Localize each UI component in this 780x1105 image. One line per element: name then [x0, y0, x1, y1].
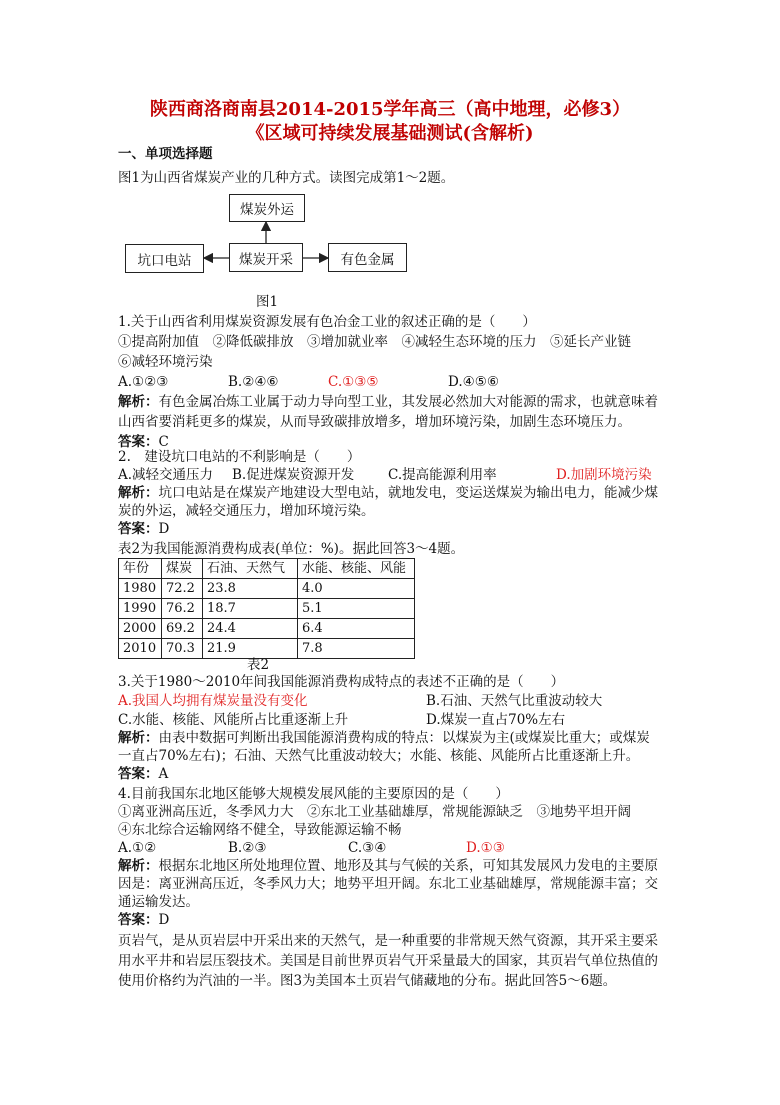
q1-items-line2: ⑥减轻环境污染	[118, 354, 213, 370]
table-cell: 18.7	[203, 599, 298, 619]
q4-answer-line	[118, 911, 169, 929]
q1-analysis-text1: 有色金属冶炼工业属于动力导向型工业，其发展必然加大对能源的需求，也就意味着	[158, 394, 658, 410]
shale-passage-line1: 页岩气，是从页岩层中开采出来的天然气，是一种重要的非常规天然气资源，其开采主要采	[118, 933, 658, 949]
q3-analysis-label: 解析：	[118, 730, 159, 746]
figure1-caption: 图1	[256, 294, 279, 310]
table-header-renewables: 水能、核能、风能	[298, 559, 415, 579]
table-cell: 5.1	[298, 599, 415, 619]
table-cell: 72.2	[162, 579, 203, 599]
table-cell: 2000	[119, 619, 162, 639]
q4-analysis-text1: 根据东北地区所处地理位置、地形及其与气候的关系，可知其发展风力发电的主要原	[158, 858, 658, 874]
q3-option-a: A.我国人均拥有煤炭量没有变化	[118, 693, 308, 709]
q4-option-c: C.③④	[348, 840, 387, 856]
q4-option-b: B.②③	[228, 840, 267, 856]
shale-passage-line2: 用水平井和岩层压裂技术。美国是目前世界页岩气开采量最大的国家，其页岩气单位热值的	[118, 953, 658, 969]
table-row	[119, 579, 415, 599]
q2-answer-line	[118, 520, 169, 538]
section-heading: 一、单项选择题	[118, 146, 213, 162]
q2-answer-label: 答案：	[118, 521, 159, 537]
q3-option-b: B.石油、天然气比重波动较大	[426, 693, 603, 709]
q4-analysis-label: 解析：	[118, 858, 159, 874]
q4-answer-label: 答案：	[118, 912, 159, 928]
table-row	[119, 599, 415, 619]
q4-stem: 4.目前我国东北地区能够大规模发展风能的主要原因的是（ ）	[118, 786, 509, 802]
q3-option-d: D.煤炭一直占70%左右	[426, 712, 566, 728]
intro-figure1: 图1为山西省煤炭产业的几种方式。读图完成第1～2题。	[118, 170, 455, 186]
diagram-box-coal-mining: 煤炭开采	[229, 243, 303, 272]
q1-items-line1: ①提高附加值 ②降低碳排放 ③增加就业率 ④减轻生态环境的压力 ⑤延长产业链	[118, 334, 631, 350]
q1-answer: C	[158, 434, 169, 450]
document-title-line2: 《区域可持续发展基础测试(含解析)	[246, 123, 534, 144]
energy-consumption-table	[118, 558, 415, 659]
table-header-oil-gas: 石油、天然气	[203, 559, 298, 579]
q3-analysis-line2: 一直占70%左右)；石油、天然气比重波动较大；水能、核能、风能所占比重逐渐上升。	[118, 748, 640, 764]
q3-option-c: C.水能、核能、风能所占比重逐渐上升	[118, 712, 349, 728]
q3-answer: A	[158, 766, 169, 782]
q2-option-c: C.提高能源利用率	[388, 467, 497, 483]
q2-option-a: A.减轻交通压力	[118, 467, 214, 483]
diagram-box-coal-transport: 煤炭外运	[229, 194, 305, 222]
shale-passage-line3: 使用价格约为汽油的一半。图3为美国本土页岩气储藏地的分布。据此回答5～6题。	[118, 973, 617, 989]
q4-items-line1: ①离亚洲高压近，冬季风力大 ②东北工业基础雄厚，常规能源缺乏 ③地势平坦开阔	[118, 804, 631, 820]
q2-answer: D	[158, 521, 170, 537]
q2-analysis-line1	[118, 484, 658, 502]
q1-stem: 1.关于山西省利用煤炭资源发展有色冶金工业的叙述正确的是（ ）	[118, 314, 536, 330]
table-cell: 70.3	[162, 639, 203, 659]
q1-answer-label: 答案：	[118, 434, 159, 450]
q2-analysis-text1: 坑口电站是在煤炭产地建设大型电站，就地发电，变运送煤炭为输出电力，能减少煤	[158, 485, 658, 501]
table-header-year: 年份	[119, 559, 162, 579]
table-cell: 1980	[119, 579, 162, 599]
diagram-box-nonferrous-metal: 有色金属	[328, 243, 407, 272]
q4-answer: D	[158, 912, 170, 928]
table-header-coal: 煤炭	[162, 559, 203, 579]
table-header-row	[119, 559, 415, 579]
q2-option-b: B.促进煤炭资源开发	[232, 467, 355, 483]
q1-analysis-line1	[118, 393, 658, 411]
q2-analysis-label: 解析：	[118, 485, 159, 501]
q1-option-c: C.①③⑤	[328, 374, 379, 390]
q3-answer-line	[118, 765, 168, 783]
intro-table2: 表2为我国能源消费构成表(单位：%)。据此回答3～4题。	[118, 541, 465, 557]
q4-analysis-line3: 通运输发达。	[118, 894, 199, 910]
table-cell: 6.4	[298, 619, 415, 639]
q4-analysis-line2: 因是：离亚洲高压近，冬季风力大；地势平坦开阔。东北工业基础雄厚，常规能源丰富；交	[118, 876, 658, 892]
q3-answer-label: 答案：	[118, 766, 159, 782]
table-cell: 24.4	[203, 619, 298, 639]
q4-items-line2: ④东北综合运输网络不健全，导致能源运输不畅	[118, 822, 402, 838]
q3-analysis-text1: 由表中数据可判断出我国能源消费构成的特点：以煤炭为主(或煤炭比重大；或煤炭	[158, 730, 650, 746]
table-cell: 69.2	[162, 619, 203, 639]
q4-analysis-line1	[118, 857, 658, 875]
q2-stem: 2. 建设坑口电站的不利影响是（ ）	[118, 449, 361, 465]
q1-analysis-label: 解析：	[118, 394, 159, 410]
q3-analysis-line1	[118, 729, 650, 747]
q1-analysis-line2: 山西省要消耗更多的煤炭，从而导致碳排放增多，增加环境污染，加剧生态环境压力。	[118, 414, 631, 430]
table2-caption: 表2	[247, 657, 270, 673]
q1-option-b: B.②④⑥	[228, 374, 279, 390]
document-title-line1: 陕西商洛商南县2014-2015学年高三（高中地理，必修3）	[149, 99, 631, 120]
table-cell: 1990	[119, 599, 162, 619]
q3-stem: 3.关于1980～2010年间我国能源消费构成特点的表述不正确的是（ ）	[118, 674, 565, 690]
table-row	[119, 619, 415, 639]
q2-option-d: D.加剧环境污染	[556, 467, 652, 483]
q1-option-a: A.①②③	[118, 374, 169, 390]
table-cell: 7.8	[298, 639, 415, 659]
q4-option-d: D.①③	[466, 840, 505, 856]
flow-diagram-connectors	[0, 0, 780, 320]
table-cell: 23.8	[203, 579, 298, 599]
diagram-box-pithead-power: 坑口电站	[125, 244, 204, 273]
table-cell: 2010	[119, 639, 162, 659]
q2-analysis-line2: 炭的外运，减轻交通压力，增加环境污染。	[118, 503, 375, 519]
table-cell: 21.9	[203, 639, 298, 659]
table-cell: 76.2	[162, 599, 203, 619]
table-cell: 4.0	[298, 579, 415, 599]
q1-option-d: D.④⑤⑥	[448, 374, 499, 390]
q4-option-a: A.①②	[118, 840, 157, 856]
